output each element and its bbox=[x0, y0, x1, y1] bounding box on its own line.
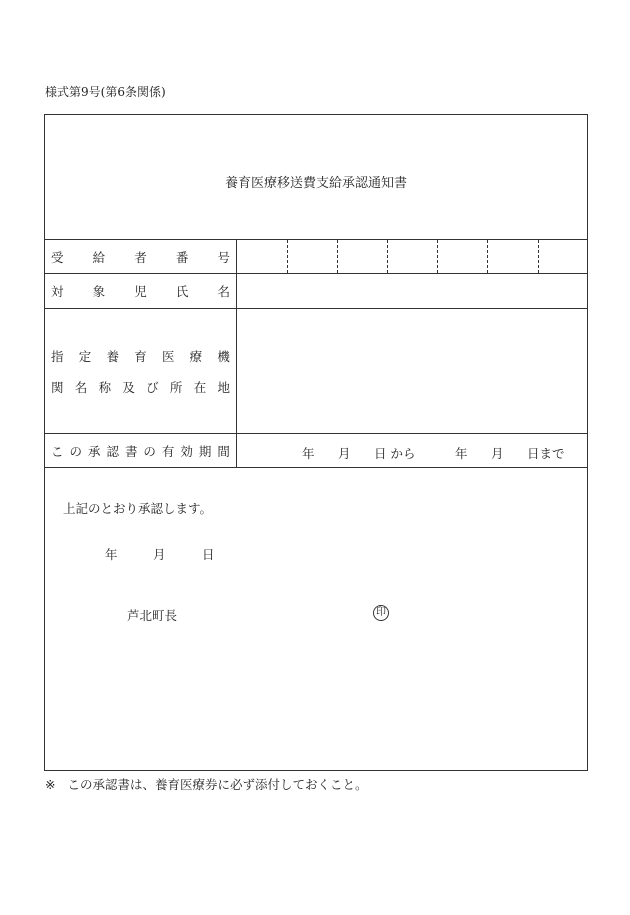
validity-row bbox=[45, 434, 587, 468]
label-char: 在 bbox=[193, 379, 207, 395]
label-char: 認 bbox=[106, 443, 119, 459]
label-char: の bbox=[143, 443, 156, 459]
label-char: 児 bbox=[134, 284, 147, 299]
label-char: 医 bbox=[161, 348, 175, 364]
label-char: の bbox=[69, 443, 82, 459]
recipient-number-row bbox=[45, 240, 587, 274]
digit-divider bbox=[387, 240, 388, 273]
recipient-number-label bbox=[45, 240, 237, 273]
label-char: 地 bbox=[217, 379, 230, 395]
label-char: 育 bbox=[134, 348, 147, 364]
label-char: 称 bbox=[98, 379, 112, 395]
validity-field[interactable] bbox=[237, 434, 587, 467]
issuer-title: 芦北町長 bbox=[127, 608, 178, 623]
date-month-unit: 月 bbox=[153, 547, 166, 562]
label-char: 養 bbox=[106, 348, 119, 364]
label-char: 所 bbox=[169, 379, 183, 395]
until-month-unit: 月 bbox=[491, 446, 504, 461]
label-char: 名 bbox=[217, 284, 230, 299]
label-char: 番 bbox=[175, 249, 189, 265]
label-char: 象 bbox=[92, 284, 106, 299]
from-year-unit: 年 bbox=[302, 446, 315, 461]
label-char: 及 bbox=[122, 379, 135, 395]
digit-divider bbox=[287, 240, 288, 273]
label-char: 定 bbox=[78, 348, 92, 364]
institution-row bbox=[45, 309, 587, 434]
child-name-row bbox=[45, 274, 587, 309]
from-month-unit: 月 bbox=[338, 446, 351, 461]
label-char: 療 bbox=[189, 348, 203, 364]
label-char: 機 bbox=[217, 348, 230, 364]
label-char: 指 bbox=[51, 348, 64, 364]
label-char: 氏 bbox=[175, 284, 189, 299]
digit-divider bbox=[337, 240, 338, 273]
label-char: 関 bbox=[51, 379, 64, 395]
digit-divider bbox=[487, 240, 488, 273]
validity-label bbox=[45, 434, 237, 467]
digit-divider bbox=[538, 240, 539, 273]
child-name-field[interactable] bbox=[237, 274, 587, 308]
label-char: 効 bbox=[180, 443, 193, 459]
form-number: 様式第9号(第6条関係) bbox=[45, 85, 166, 99]
until-day-unit: 日まで bbox=[527, 446, 565, 461]
institution-field[interactable] bbox=[237, 309, 587, 433]
form-title: 養育医療移送費支給承認通知書 bbox=[224, 176, 407, 191]
label-char: 承 bbox=[87, 443, 101, 459]
until-year-unit: 年 bbox=[455, 446, 468, 461]
recipient-number-field[interactable] bbox=[237, 240, 587, 273]
footnote bbox=[45, 775, 368, 793]
seal-mark-icon: 印 bbox=[373, 605, 389, 621]
title-area bbox=[45, 115, 587, 240]
form-frame bbox=[44, 114, 588, 771]
label-char: 受 bbox=[51, 249, 64, 265]
label-char: 間 bbox=[217, 443, 230, 459]
date-day-unit: 日 bbox=[202, 547, 215, 562]
footnote-text: この承認書は、養育医療券に必ず添付しておくこと。 bbox=[67, 777, 368, 792]
child-name-label bbox=[45, 274, 237, 308]
digit-divider bbox=[437, 240, 438, 273]
from-day-unit: 日 から bbox=[374, 446, 416, 461]
label-char: 号 bbox=[217, 249, 230, 265]
institution-label bbox=[45, 309, 237, 433]
label-char: こ bbox=[51, 443, 64, 459]
label-char: 者 bbox=[134, 249, 147, 265]
reference-mark: ※ bbox=[45, 777, 56, 792]
date-year-unit: 年 bbox=[105, 547, 118, 562]
label-char: び bbox=[146, 379, 159, 395]
approval-text: 上記のとおり承認します。 bbox=[63, 501, 213, 516]
label-char: 期 bbox=[198, 443, 212, 459]
label-char: 有 bbox=[161, 443, 175, 459]
label-char: 書 bbox=[124, 443, 138, 459]
label-char: 名 bbox=[74, 379, 88, 395]
label-char: 給 bbox=[92, 249, 106, 265]
label-char: 対 bbox=[51, 284, 64, 299]
